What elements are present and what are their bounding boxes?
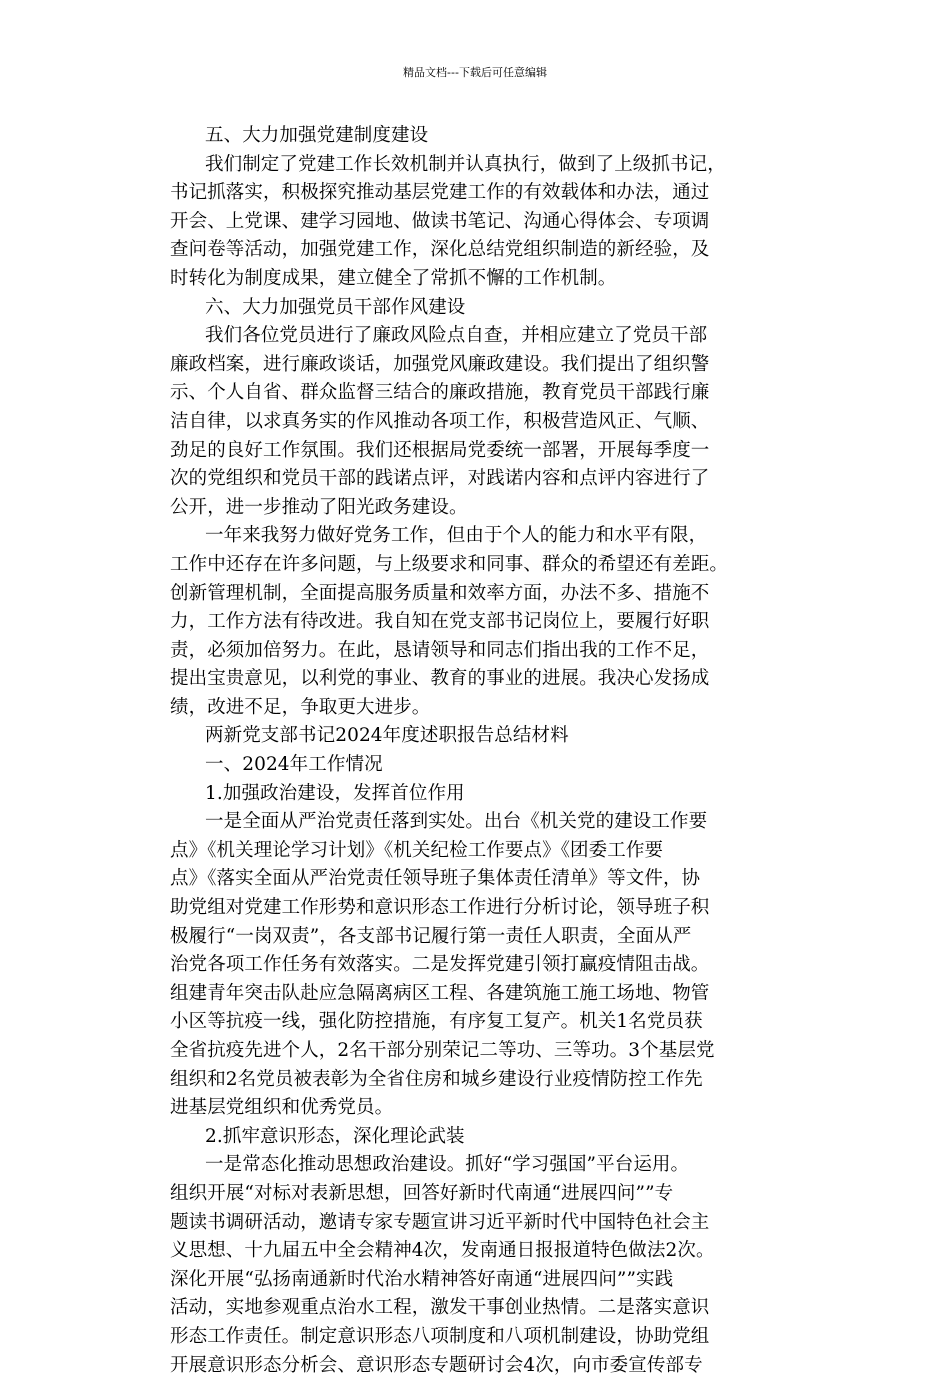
text-line: 时转化为制度成果，建立健全了常抓不懈的工作机制。 (170, 267, 617, 289)
text-line: 我们各位党员进行了廉政风险点自查，并相应建立了党员干部 (205, 325, 708, 347)
text-line: 劲足的良好工作氛围。我们还根据局党委统一部署，开展每季度一 (170, 439, 710, 461)
text-line: 一是全面从严治党责任落到实处。出台《机关党的建设工作要 (205, 811, 708, 833)
text-line: 深化开展“弘扬南通新时代治水精神答好南通“进展四问””实践 (170, 1268, 674, 1290)
text-line: 查问卷等活动，加强党建工作，深化总结党组织制造的新经验，及 (170, 239, 710, 261)
text-line: 一、2024年工作情况 (205, 754, 383, 776)
text-line: 我们制定了党建工作长效机制并认真执行，做到了上级抓书记， (205, 153, 726, 175)
text-line: 小区等抗疫一线，强化防控措施，有序复工复产。机关1名党员获 (170, 1011, 703, 1033)
text-line: 洁自律，以求真务实的作风推动各项工作，积极营造风正、气顺、 (170, 410, 710, 432)
text-line: 力，工作方法有待改进。我自知在党支部书记岗位上，要履行好职 (170, 611, 710, 633)
text-line: 治党各项工作任务有效落实。二是发挥党建引领打赢疫情阻击战。 (170, 954, 710, 976)
text-line: 极履行“一岗双责”，各支部书记履行第一责任人职责，全面从严 (170, 925, 692, 947)
text-line: 开会、上党课、建学习园地、做读书笔记、沟通心得体会、专项调 (170, 210, 710, 232)
text-line: 题读书调研活动，邀请专家专题宣讲习近平新时代中国特色社会主 (170, 1211, 710, 1233)
text-line: 助党组对党建工作形势和意识形态工作进行分析讨论，领导班子积 (170, 897, 710, 919)
text-line: 开展意识形态分析会、意识形态专题研讨会4次，向市委宣传部专 (170, 1354, 703, 1376)
text-line: 次的党组织和党员干部的践诺点评，对践诺内容和点评内容进行了 (170, 468, 710, 490)
page-header: 精品文档---下载后可任意编辑 (403, 66, 547, 79)
text-line: 一是常态化推动思想政治建设。抓好“学习强国”平台运用。 (205, 1154, 690, 1176)
text-line: 工作中还存在许多问题，与上级要求和同事、群众的希望还有差距。 (170, 553, 729, 575)
text-line: 组织和2名党员被表彰为全省住房和城乡建设行业疫情防控工作先 (170, 1068, 703, 1090)
text-line: 点》《落实全面从严治党责任领导班子集体责任清单》等文件，协 (170, 868, 701, 890)
text-line: 廉政档案，进行廉政谈话，加强党风廉政建设。我们提出了组织警 (170, 353, 710, 375)
text-line: 六、大力加强党员干部作风建设 (205, 296, 466, 318)
text-line: 创新管理机制，全面提高服务质量和效率方面，办法不多、措施不 (170, 582, 710, 604)
text-line: 提出宝贵意见，以利党的事业、教育的事业的进展。我决心发扬成 (170, 668, 710, 690)
text-line: 示、个人自省、群众监督三结合的廉政措施，教育党员干部践行廉 (170, 382, 710, 404)
text-line: 全省抗疫先进个人，2名干部分别荣记二等功、三等功。3个基层党 (170, 1040, 715, 1061)
text-line: 责，必须加倍努力。在此，恳请领导和同志们指出我的工作不足， (170, 639, 710, 661)
text-line: 五、大力加强党建制度建设 (205, 125, 429, 146)
text-line: 义思想、十九届五中全会精神4次，发南通日报报道特色做法2次。 (170, 1240, 715, 1262)
document-body (170, 122, 830, 1380)
text-line: 点》《机关理论学习计划》《机关纪检工作要点》《团委工作要 (170, 839, 664, 861)
text-line: 活动，实地参观重点治水工程，激发干事创业热情。二是落实意识 (170, 1297, 710, 1319)
text-line: 组建青年突击队赴应急隔离病区工程、各建筑施工施工场地、物管 (170, 982, 710, 1004)
text-line: 1.加强政治建设，发挥首位作用 (205, 782, 465, 804)
text-line: 绩，改进不足，争取更大进步。 (170, 696, 431, 718)
text-line: 进基层党组织和优秀党员。 (170, 1097, 394, 1119)
text-line: 一年来我努力做好党务工作，但由于个人的能力和水平有限， (205, 525, 708, 547)
text-line: 组织开展“对标对表新思想，回答好新时代南通“进展四问””专 (170, 1182, 674, 1204)
text-line: 2.抓牢意识形态，深化理论武装 (205, 1125, 465, 1147)
text-line: 两新党支部书记2024年度述职报告总结材料 (205, 725, 569, 747)
text-line: 书记抓落实，积极探究推动基层党建工作的有效载体和办法，通过 (170, 182, 710, 204)
text-line: 公开，进一步推动了阳光政务建设。 (170, 496, 468, 518)
text-line: 形态工作责任。制定意识形态八项制度和八项机制建设，协助党组 (170, 1325, 710, 1347)
